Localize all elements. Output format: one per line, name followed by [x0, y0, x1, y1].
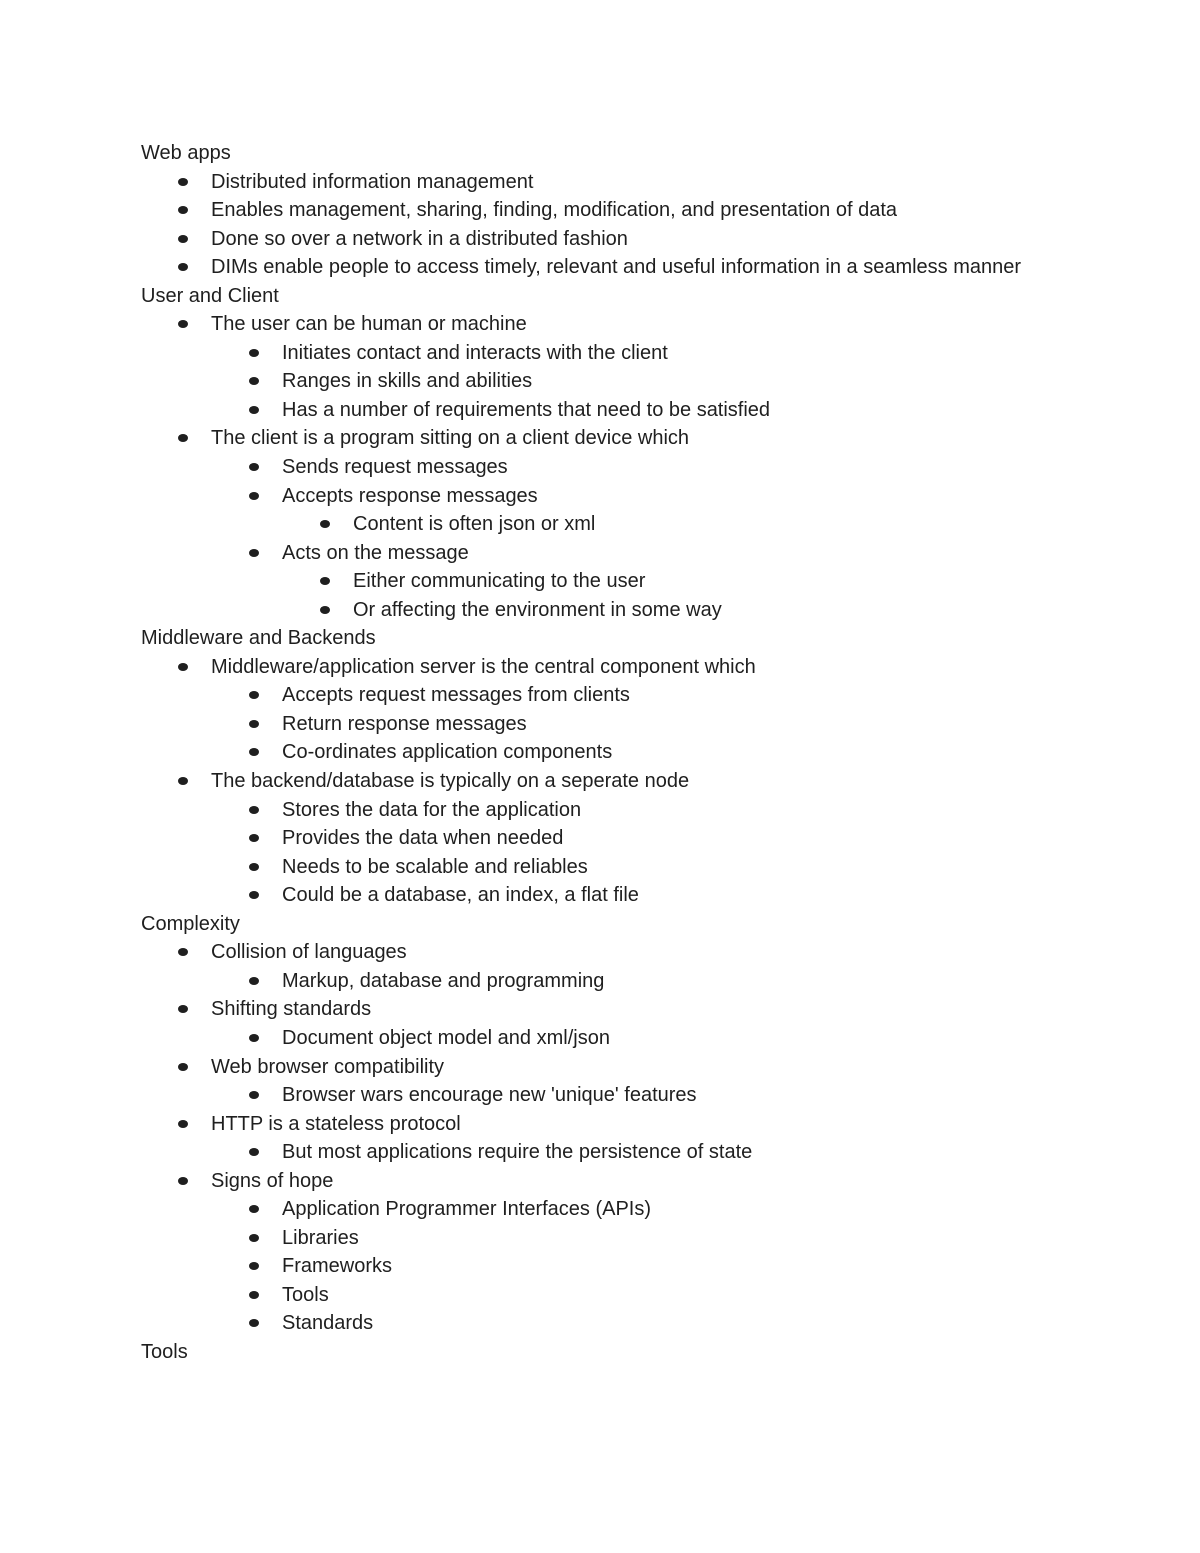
bullet-item-text: Tools [282, 1283, 329, 1306]
bullet-item-text: Frameworks [282, 1255, 393, 1278]
bullet-item-text: Has a number of requirements that need to be satisfied [282, 398, 771, 421]
bullet-item-level-2 [141, 881, 1041, 910]
bullet-dot-icon [249, 492, 259, 500]
section-heading [141, 1338, 1041, 1367]
bullet-dot-icon [249, 406, 259, 414]
bullet-item-text: Standards [282, 1312, 374, 1335]
bullet-dot-icon [249, 834, 259, 842]
bullet-dot-icon [249, 863, 259, 871]
bullet-item-text: Provides the data when needed [282, 827, 564, 850]
bullet-dot-icon [249, 977, 259, 985]
bullet-dot-icon [249, 1034, 259, 1042]
bullet-item-level-3 [141, 510, 1041, 539]
bullet-item-text: Application Programmer Interfaces (APIs) [282, 1198, 652, 1221]
bullet-item-text: Web browser compatibility [211, 1055, 445, 1078]
bullet-item-text: Stores the data for the application [282, 798, 582, 821]
bullet-dot-icon [178, 206, 188, 214]
bullet-item-level-2 [141, 967, 1041, 996]
bullet-item-text: Browser wars encourage new 'unique' features [282, 1084, 697, 1107]
bullet-dot-icon [178, 1120, 188, 1128]
bullet-dot-icon [249, 1205, 259, 1213]
bullet-item-level-2 [141, 1252, 1041, 1281]
bullet-item-level-2 [141, 738, 1041, 767]
bullet-item-level-2 [141, 1195, 1041, 1224]
bullet-item-text: Acts on the message [282, 541, 469, 564]
bullet-dot-icon [320, 577, 330, 585]
bullet-dot-icon [249, 549, 259, 557]
bullet-dot-icon [178, 1177, 188, 1185]
bullet-item-level-3 [141, 596, 1041, 625]
bullet-item-level-2 [141, 824, 1041, 853]
bullet-item-text: Accepts response messages [282, 484, 538, 507]
bullet-item-text: Markup, database and programming [282, 969, 605, 992]
bullet-dot-icon [178, 178, 188, 186]
bullet-item-text: Needs to be scalable and reliables [282, 855, 588, 878]
bullet-item-level-2 [141, 339, 1041, 368]
bullet-item-text: Initiates contact and interacts with the client [282, 341, 668, 364]
bullet-dot-icon [249, 1262, 259, 1270]
section-heading [141, 282, 1041, 311]
bullet-dot-icon [178, 320, 188, 328]
bullet-item-text: Shifting standards [211, 998, 372, 1021]
section-heading-text: Tools [141, 1340, 188, 1363]
bullet-dot-icon [249, 1291, 259, 1299]
bullet-item-text: Content is often json or xml [353, 513, 596, 536]
bullet-dot-icon [178, 263, 188, 271]
bullet-item-level-1 [141, 310, 1041, 339]
section-heading [141, 624, 1041, 653]
bullet-item-level-2 [141, 710, 1041, 739]
bullet-item-level-2 [141, 539, 1041, 568]
bullet-dot-icon [178, 948, 188, 956]
bullet-item-text: Ranges in skills and abilities [282, 370, 533, 393]
section-heading-text: Middleware and Backends [141, 627, 376, 650]
bullet-item-text: Enables management, sharing, finding, modification, and presentation of data [211, 199, 897, 222]
bullet-dot-icon [178, 777, 188, 785]
bullet-item-level-1 [141, 653, 1041, 682]
bullet-dot-icon [249, 891, 259, 899]
bullet-item-level-1 [141, 995, 1041, 1024]
bullet-dot-icon [249, 463, 259, 471]
bullet-dot-icon [249, 691, 259, 699]
bullet-item-level-1 [141, 767, 1041, 796]
bullet-item-level-3 [141, 567, 1041, 596]
bullet-item-text: The user can be human or machine [211, 313, 527, 336]
bullet-item-text: Middleware/application server is the central component which [211, 655, 756, 678]
bullet-item-level-2 [141, 853, 1041, 882]
bullet-item-text: HTTP is a stateless protocol [211, 1112, 461, 1135]
bullet-dot-icon [249, 748, 259, 756]
bullet-item-level-2 [141, 482, 1041, 511]
bullet-dot-icon [249, 349, 259, 357]
bullet-item-text: DIMs enable people to access timely, relevant and useful information in a seamless manner [211, 256, 1022, 279]
bullet-item-level-2 [141, 1281, 1041, 1310]
bullet-dot-icon [249, 377, 259, 385]
bullet-item-level-2 [141, 1081, 1041, 1110]
bullet-item-level-2 [141, 367, 1041, 396]
section-heading-text: User and Client [141, 284, 279, 307]
bullet-dot-icon [178, 1005, 188, 1013]
bullet-item-level-1 [141, 1110, 1041, 1139]
bullet-item-text: Distributed information management [211, 170, 534, 193]
bullet-item-text: The backend/database is typically on a seperate node [211, 770, 690, 793]
bullet-item-level-1 [141, 168, 1041, 197]
bullet-item-level-2 [141, 1138, 1041, 1167]
section-heading-text: Web apps [141, 142, 231, 164]
bullet-item-level-2 [141, 681, 1041, 710]
section-heading-text: Complexity [141, 912, 240, 935]
bullet-dot-icon [249, 1319, 259, 1327]
bullet-item-level-1 [141, 1167, 1041, 1196]
bullet-item-level-2 [141, 1309, 1041, 1338]
bullet-item-level-1 [141, 1053, 1041, 1082]
bullet-item-level-2 [141, 796, 1041, 825]
bullet-dot-icon [249, 806, 259, 814]
bullet-item-text: Or affecting the environment in some way [353, 598, 722, 621]
bullet-dot-icon [249, 1148, 259, 1156]
bullet-item-level-1 [141, 253, 1081, 282]
bullet-item-text: Libraries [282, 1226, 359, 1249]
bullet-item-text: Return response messages [282, 712, 527, 735]
bullet-item-text: The client is a program sitting on a client device which [211, 427, 690, 450]
bullet-dot-icon [249, 720, 259, 728]
bullet-dot-icon [249, 1091, 259, 1099]
bullet-dot-icon [178, 235, 188, 243]
bullet-item-level-1 [141, 196, 1041, 225]
bullet-dot-icon [178, 663, 188, 671]
bullet-item-text: Document object model and xml/json [282, 1026, 610, 1049]
bullet-item-level-2 [141, 1224, 1041, 1253]
bullet-item-text: Co-ordinates application components [282, 741, 613, 764]
bullet-item-level-2 [141, 453, 1041, 482]
bullet-dot-icon [320, 520, 330, 528]
bullet-dot-icon [320, 606, 330, 614]
bullet-item-level-1 [141, 225, 1041, 254]
bullet-item-text: Sends request messages [282, 456, 508, 479]
section-heading [141, 910, 1041, 939]
bullet-item-level-1 [141, 424, 1041, 453]
bullet-item-level-2 [141, 396, 1041, 425]
bullet-item-text: Accepts request messages from clients [282, 684, 630, 707]
bullet-dot-icon [178, 434, 188, 442]
bullet-dot-icon [178, 1063, 188, 1071]
bullet-item-text: Signs of hope [211, 1169, 334, 1192]
bullet-item-text: Done so over a network in a distributed fashion [211, 227, 628, 250]
bullet-item-text: Either communicating to the user [353, 570, 646, 593]
document-page [141, 139, 1041, 1367]
bullet-item-text: Could be a database, an index, a flat file [282, 884, 639, 907]
bullet-item-text: Collision of languages [211, 941, 407, 964]
bullet-item-level-1 [141, 938, 1041, 967]
bullet-item-text: But most applications require the persistence of state [282, 1141, 753, 1164]
bullet-item-level-2 [141, 1024, 1041, 1053]
bullet-dot-icon [249, 1234, 259, 1242]
section-heading [141, 139, 1041, 168]
